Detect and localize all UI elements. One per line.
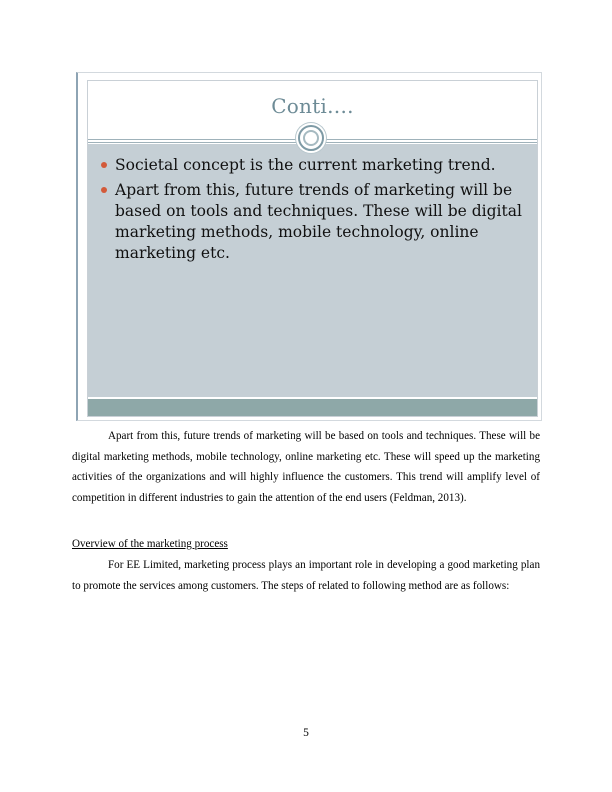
embedded-slide-image [76, 72, 542, 421]
slide-title: Conti…. [271, 94, 354, 118]
slide-body [88, 144, 537, 397]
body-paragraph-2-text: For EE Limited, marketing process plays an important role in developing a good marketing plan to promote the services among customers. The steps of related to following method are as follows: [72, 559, 540, 592]
bullet-dot-icon [101, 162, 107, 168]
slide-frame [87, 80, 538, 417]
circle-ornament-icon [298, 125, 324, 151]
slide-footer-bar [88, 399, 537, 416]
body-paragraph-1-text: Apart from this, future trends of marketing will be based on tools and techniques. These will be digital marketing methods, mobile technology, online marketing etc. These will speed up the marketing activities of the organizations and will highly influence the customers. This trend will amplify level of competition in different industries to gain the attention of the end users (Feldman, 2013). [72, 430, 540, 504]
slide-bullet-text: Apart from this, future trends of marketing will be based on tools and techniques. These will be digital marketing methods, mobile technology, online marketing etc. [115, 181, 522, 262]
slide-bullet-list [100, 155, 525, 268]
section-heading: Overview of the marketing process [72, 538, 228, 550]
slide-bullet-text: Societal concept is the current marketing trend. [115, 156, 496, 174]
page-number: 5 [303, 727, 309, 739]
slide-bullet [100, 180, 525, 264]
slide-bullet [100, 155, 525, 176]
body-paragraph-2 [72, 555, 540, 596]
body-paragraph-1 [72, 426, 540, 508]
bullet-dot-icon [101, 187, 107, 193]
